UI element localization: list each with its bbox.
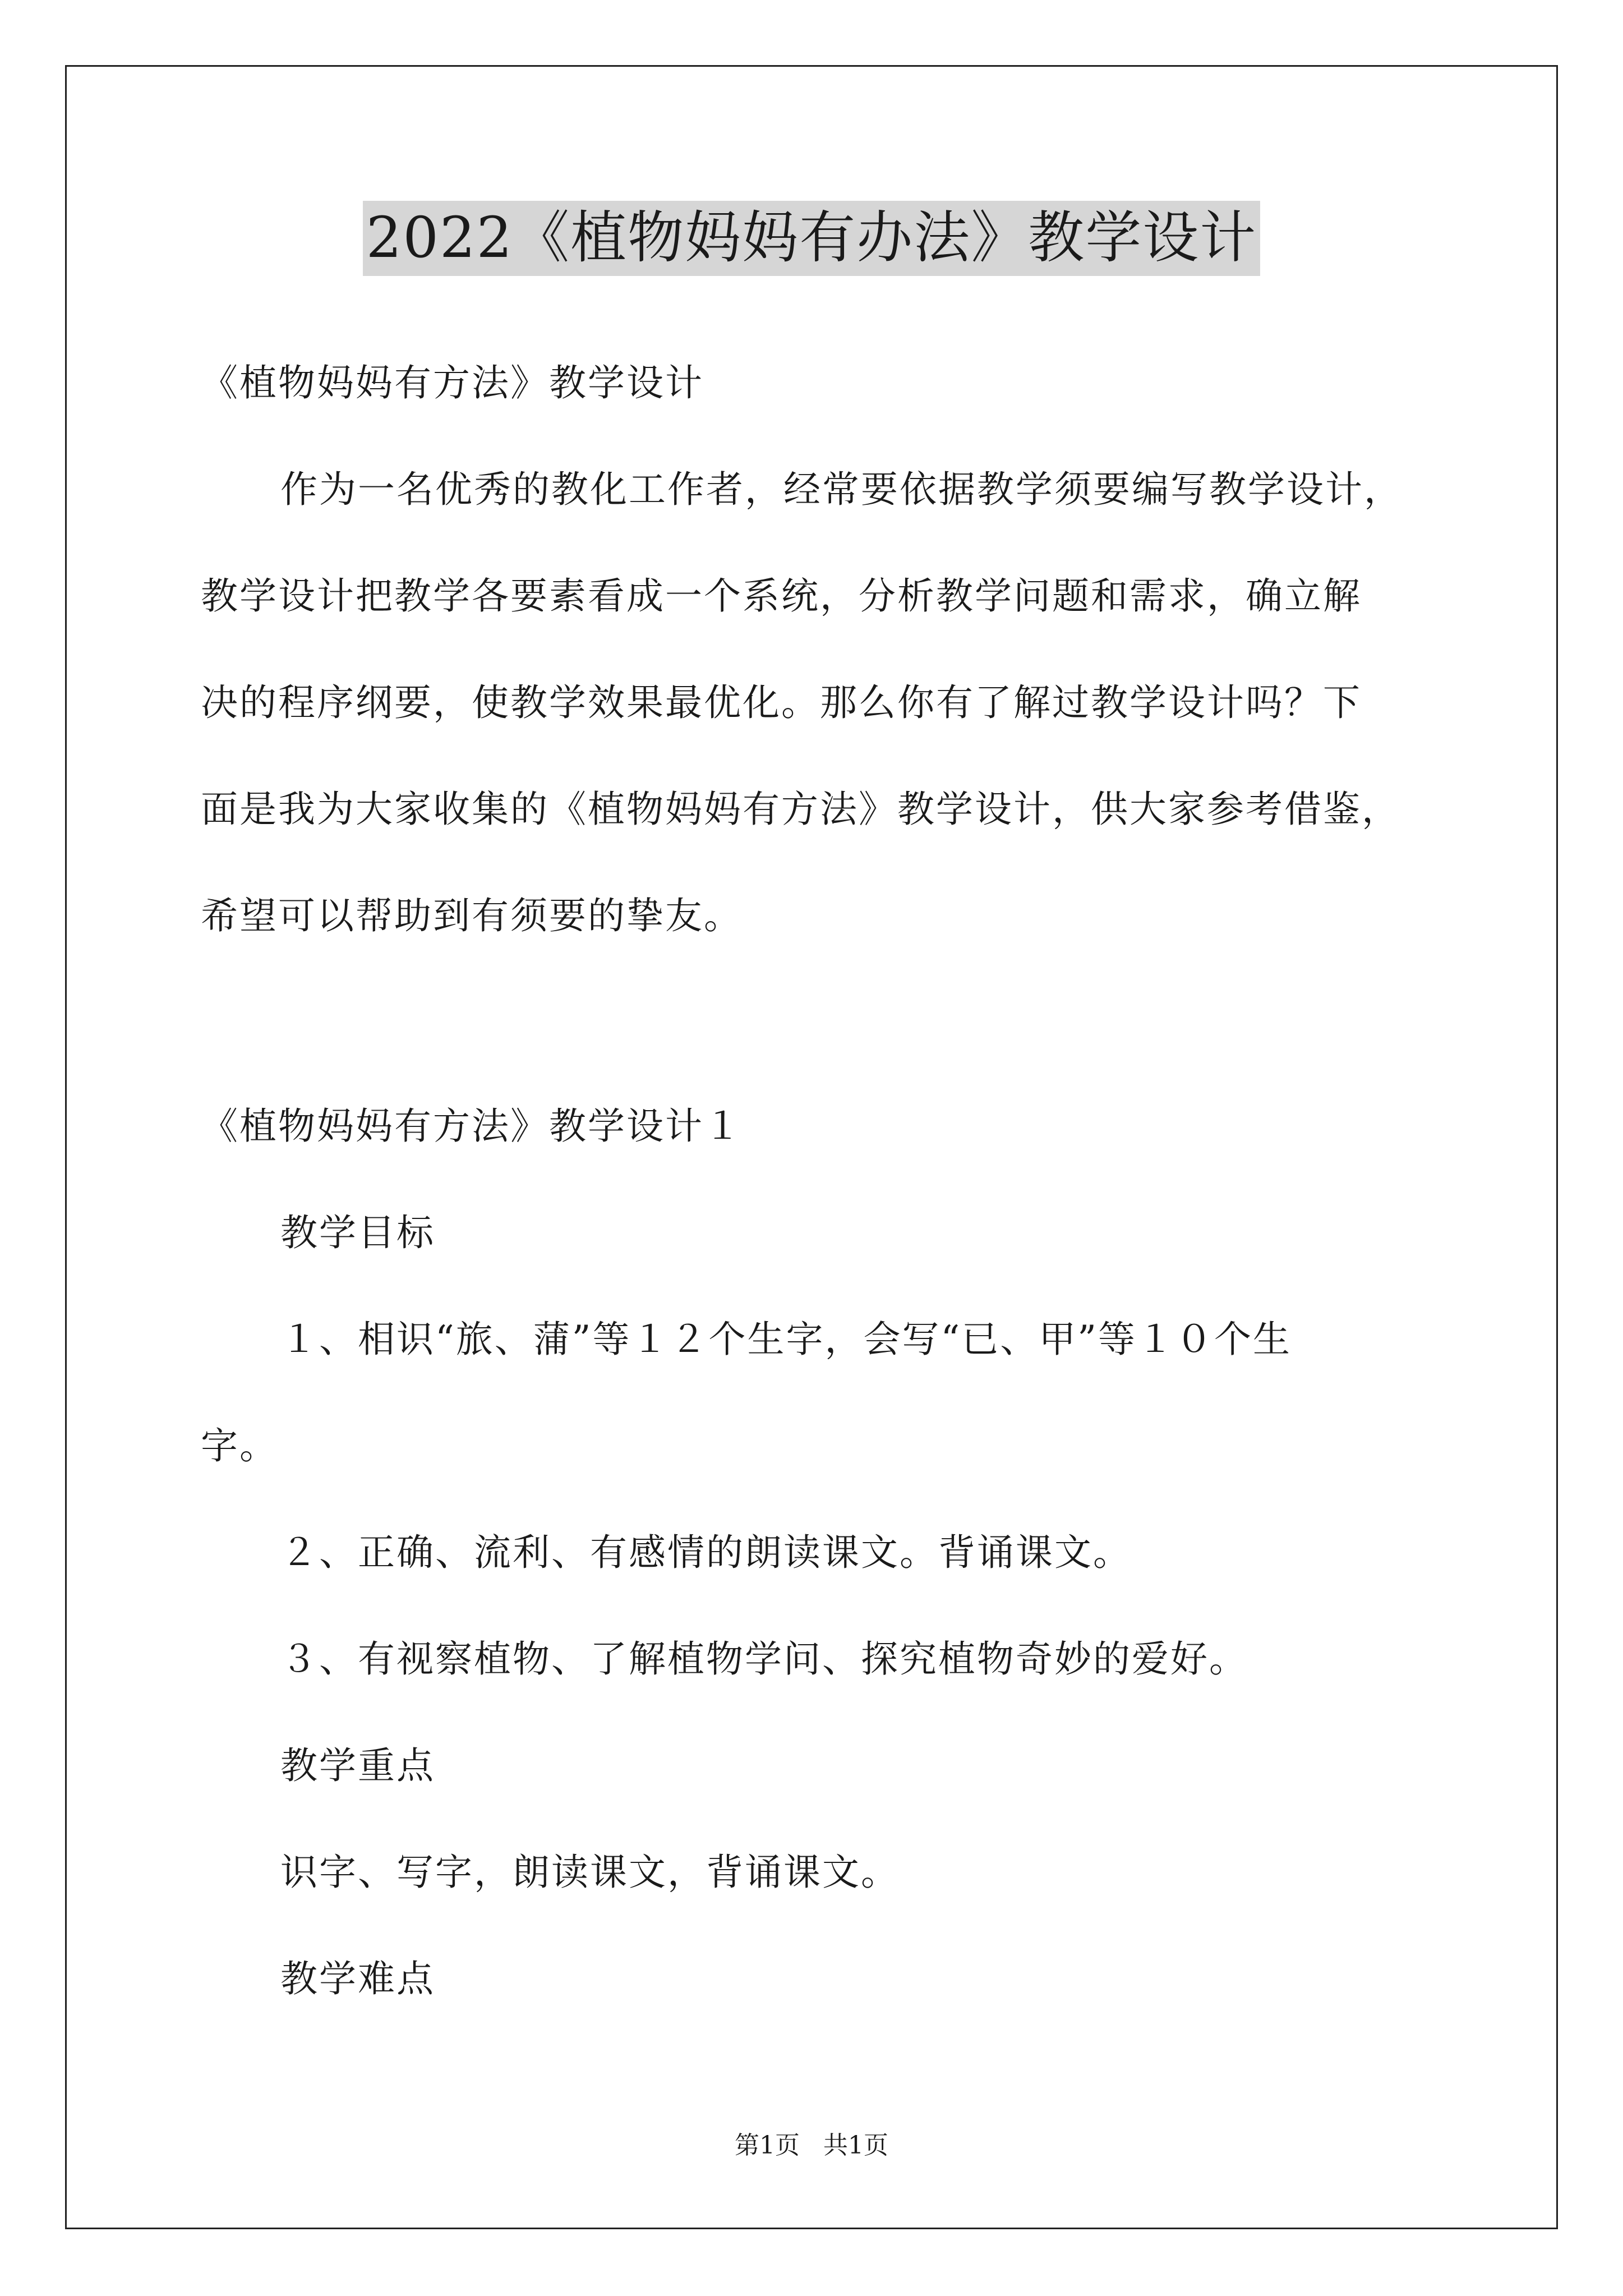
goals-heading: 教学目标 [280,1211,435,1254]
intro-line-4: 面是我为大家收集的《植物妈妈有方法》教学设计，供大家参考借鉴， [201,788,1400,831]
intro-line-1: 作为一名优秀的教化工作者，经常要依据教学须要编写教学设计， [280,468,1403,511]
page-number: 第1页 共1页 [735,2131,888,2160]
intro-line-5: 希望可以帮助到有须要的挚友。 [201,894,743,937]
difficulty-heading: 教学难点 [280,1957,435,2000]
goal-1-line-2: 字。 [201,1424,278,1467]
key-points-text: 识字、写字，朗读课文，背诵课文。 [280,1851,900,1894]
goal-3: ３、有视察植物、了解植物学问、探究植物奇妙的爱好。 [280,1637,1248,1681]
key-points-heading: 教学重点 [280,1744,435,1787]
subtitle: 《植物妈妈有方法》教学设计 [201,361,704,404]
section-heading: 《植物妈妈有方法》教学设计１ [201,1105,743,1148]
goal-2: ２、正确、流利、有感情的朗读课文。背诵课文。 [280,1531,1132,1574]
document-title [0,201,1623,276]
intro-line-2: 教学设计把教学各要素看成一个系统，分析教学问题和需求，确立解 [201,574,1362,618]
document-title-text: 2022《植物妈妈有办法》教学设计 [363,201,1261,276]
intro-line-3: 决的程序纲要，使教学效果最优化。那么你有了解过教学设计吗？下 [201,681,1362,724]
goal-1-line-1: １、相识“旅、蒲”等１２个生字，会写“已、甲”等１０个生 [280,1318,1292,1361]
